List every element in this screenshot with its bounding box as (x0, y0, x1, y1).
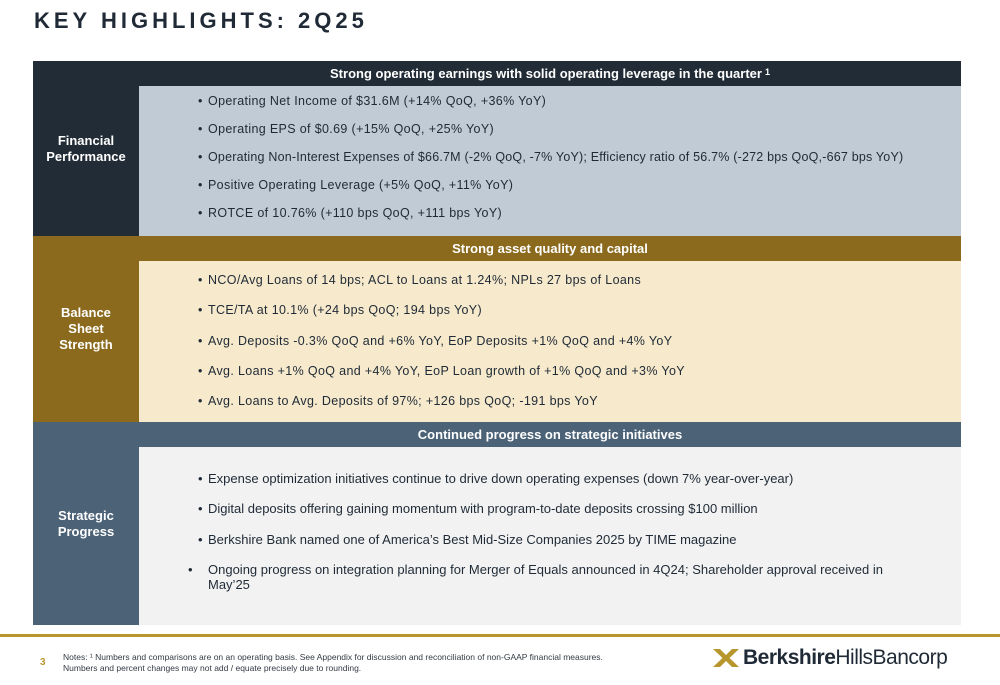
section-body (139, 447, 961, 625)
section-header-text: Strong asset quality and capital (452, 241, 648, 256)
bullet-text: Operating EPS of $0.69 (+15% QoQ, +25% YoY) (208, 122, 495, 136)
bullet-item: • Avg. Loans +1% QoQ and +4% YoY, EoP Loan growth of +1% QoQ and +3% YoY (198, 364, 685, 378)
bullet-item: • Avg. Deposits -0.3% QoQ and +6% YoY, EoP Deposits +1% QoQ and +4% YoY (198, 334, 673, 348)
footnote-line: Notes: ¹ Numbers and comparisons are on an operating basis. See Appendix for discussion and reconciliation of non-GAAP financial measures. (63, 652, 603, 662)
section-label-box (33, 236, 139, 422)
bullet-text: TCE/TA at 10.1% (+24 bps QoQ; 194 bps YoY) (208, 303, 482, 317)
bullet-text: Operating Non-Interest Expenses of $66.7M (-2% QoQ, -7% YoY); Efficiency ratio of 56.7% (-272 bps QoQ,-667 bps YoY) (208, 150, 904, 164)
bullet-text: Berkshire Bank named one of America’s Best Mid-Size Companies 2025 by TIME magazine (208, 532, 737, 547)
chevron-x-icon (713, 649, 739, 667)
section-label: Financial Performance (46, 132, 126, 164)
section-financial-performance (33, 61, 961, 236)
bullet-text: ROTCE of 10.76% (+110 bps QoQ, +111 bps YoY) (208, 206, 503, 220)
logo-bold-text: Berkshire (743, 646, 836, 669)
section-label-box (33, 422, 139, 625)
bullet-text: Expense optimization initiatives continue to drive down operating expenses (down 7% year-over-year) (208, 471, 794, 486)
section-label-box (33, 61, 139, 236)
section-header (139, 61, 961, 86)
footnote-marker: 1 (764, 66, 770, 77)
logo-regular-text: HillsBancorp (835, 646, 948, 669)
bullet-item: • Positive Operating Leverage (+5% QoQ, +11% YoY) (198, 178, 514, 192)
logo-wordmark (743, 646, 947, 670)
footnotes (63, 652, 603, 674)
bullet-text: Operating Net Income of $31.6M (+14% QoQ, +36% YoY) (208, 94, 547, 108)
page-title: KEY HIGHLIGHTS: 2Q25 (34, 8, 368, 33)
bullet-text: Avg. Loans to Avg. Deposits of 97%; +126 bps QoQ; -191 bps YoY (208, 394, 598, 408)
company-logo (713, 646, 947, 670)
section-body (139, 86, 961, 236)
bullet-text: NCO/Avg Loans of 14 bps; ACL to Loans at 1.24%; NPLs 27 bps of Loans (208, 273, 642, 287)
bullet-item: • Digital deposits offering gaining momentum with program-to-date deposits crossing $100 million (198, 501, 758, 516)
bullet-item: • Operating Non-Interest Expenses of $66.7M (-2% QoQ, -7% YoY); Efficiency ratio of 56.7% (-272 bps QoQ,-667 bps YoY) (198, 150, 904, 164)
section-label: Strategic Progress (57, 507, 115, 539)
bullet-item: • Operating Net Income of $31.6M (+14% QoQ, +36% YoY) (198, 94, 547, 108)
bullet-item: • Berkshire Bank named one of America’s Best Mid-Size Companies 2025 by TIME magazine (198, 532, 737, 547)
section-strategic-progress (33, 422, 961, 625)
bullet-item: • Expense optimization initiatives continue to drive down operating expenses (down 7% year-over-year) (198, 471, 794, 486)
bullet-text: Avg. Loans +1% QoQ and +4% YoY, EoP Loan growth of +1% QoQ and +3% YoY (208, 364, 685, 378)
footnote-line: Numbers and percent changes may not add / equate precisely due to rounding. (63, 663, 362, 673)
footer-rule (0, 634, 1000, 637)
section-label: Balance Sheet Strength (59, 305, 113, 352)
bullet-text: Positive Operating Leverage (+5% QoQ, +11% YoY) (208, 178, 514, 192)
section-body (139, 261, 961, 422)
bullet-text: Ongoing progress on integration planning for Merger of Equals announced in 4Q24; Shareholder approval received in May’25 (208, 562, 883, 592)
bullet-item: • Ongoing progress on integration planning for Merger of Equals announced in 4Q24; Shareholder approval received in May’25 (188, 562, 883, 592)
bullet-item: • TCE/TA at 10.1% (+24 bps QoQ; 194 bps YoY) (198, 303, 482, 317)
section-header-text: Continued progress on strategic initiatives (417, 427, 683, 442)
page-number: 3 (40, 657, 46, 668)
section-balance-sheet-strength (33, 236, 961, 422)
section-header (139, 422, 961, 447)
section-header-text: Strong operating earnings with solid operating leverage in the quarter (330, 66, 762, 81)
bullet-item: • Avg. Loans to Avg. Deposits of 97%; +126 bps QoQ; -191 bps YoY (198, 394, 598, 408)
section-header (139, 236, 961, 261)
bullet-text: Digital deposits offering gaining momentum with program-to-date deposits crossing $100 million (208, 501, 758, 516)
bullet-item: • ROTCE of 10.76% (+110 bps QoQ, +111 bps YoY) (198, 206, 503, 220)
bullet-text: Avg. Deposits -0.3% QoQ and +6% YoY, EoP Deposits +1% QoQ and +4% YoY (208, 334, 673, 348)
bullet-item: • Operating EPS of $0.69 (+15% QoQ, +25% YoY) (198, 122, 495, 136)
bullet-item: • NCO/Avg Loans of 14 bps; ACL to Loans at 1.24%; NPLs 27 bps of Loans (198, 273, 642, 287)
